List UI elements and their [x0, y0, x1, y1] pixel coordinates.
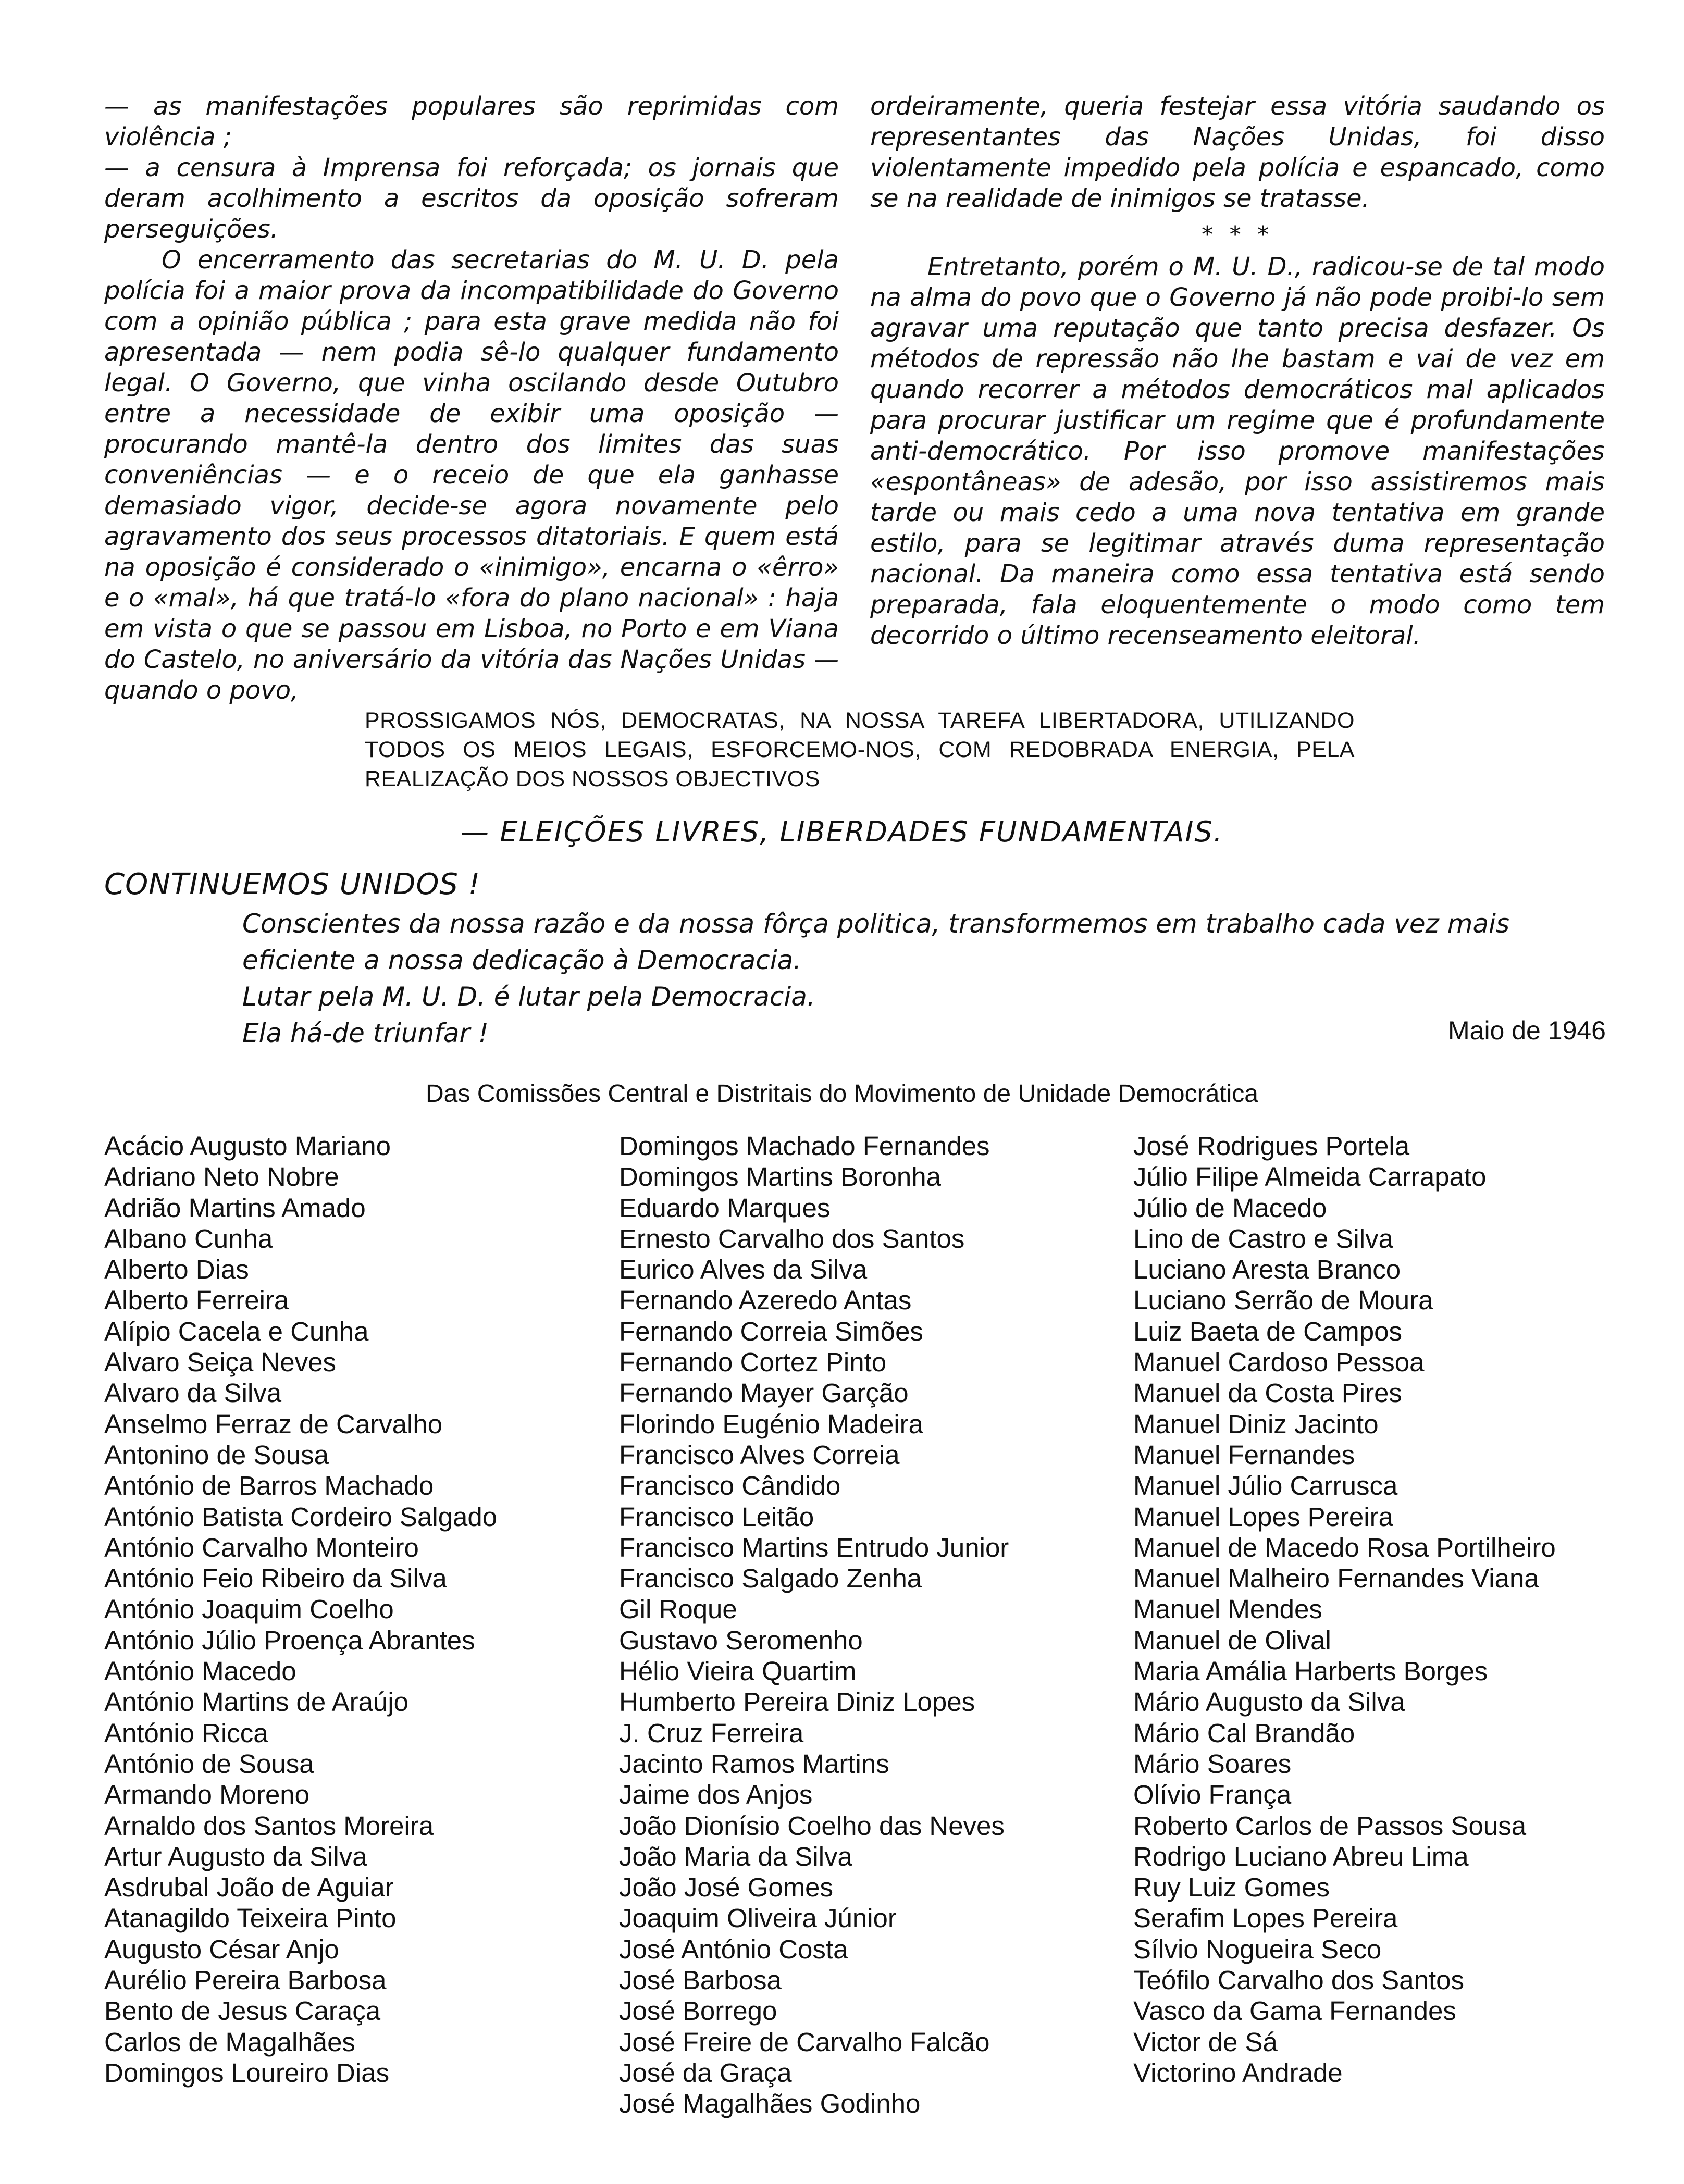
names-column-3 [1133, 1131, 1556, 2088]
signatory-name: Manuel Júlio Carrusca [1133, 1471, 1398, 1501]
signatory-name: Mário Cal Brandão [1133, 1718, 1355, 1748]
left-text-column [104, 91, 839, 706]
signatory-name: João José Gomes [619, 1872, 834, 1903]
signatory-name: Manuel Mendes [1133, 1594, 1322, 1624]
uppercase-appeal: PROSSIGAMOS NÓS, DEMOCRATAS, NA NOSSA TAREFA LIBERTADORA, UTILIZANDO TODOS OS MEIOS LEGAIS, ESFORCEMO-NOS, COM REDOBRADA ENERGIA, PELA REALIZAÇÃO DOS NOSSOS OBJECTIVOS [365, 708, 1355, 791]
signatory-name: Alípio Cacela e Cunha [104, 1316, 369, 1346]
signatory-name: Atanagildo Teixeira Pinto [104, 1903, 397, 1933]
signatory-name: Roberto Carlos de Passos Sousa [1133, 1810, 1527, 1841]
signatory-name: Victorino Andrade [1133, 2057, 1343, 2088]
signatory-name: Manuel da Costa Pires [1133, 1378, 1402, 1408]
paragraph: — as manifestações populares são reprimidas com violência ; [104, 92, 839, 152]
signatory-name: Alvaro da Silva [104, 1378, 282, 1408]
document-date: Maio de 1946 [1447, 1016, 1606, 1045]
signatory-name: Anselmo Ferraz de Carvalho [104, 1409, 443, 1439]
signatory-name: João Dionísio Coelho das Neves [619, 1810, 1005, 1841]
signatory-name: Júlio Filipe Almeida Carrapato [1133, 1162, 1487, 1192]
signatory-name: Teófilo Carvalho dos Santos [1133, 1965, 1465, 1995]
signatory-name: Manuel de Macedo Rosa Portilheiro [1133, 1532, 1556, 1562]
signatory-name: Júlio de Macedo [1133, 1193, 1327, 1223]
signatory-name: Victor de Sá [1133, 2027, 1278, 2057]
signatory-name: Augusto César Anjo [104, 1934, 339, 1964]
signatory-name: Artur Augusto da Silva [104, 1841, 367, 1871]
signatory-name: Domingos Machado Fernandes [619, 1131, 990, 1161]
signatory-name: Francisco Leitão [619, 1501, 814, 1532]
signatory-name: António Carvalho Monteiro [104, 1532, 419, 1562]
signatory-name: Francisco Martins Entrudo Junior [619, 1532, 1009, 1562]
signatory-name: Maria Amália Harberts Borges [1133, 1656, 1488, 1686]
signatory-name: António Batista Cordeiro Salgado [104, 1501, 498, 1532]
signatory-name: Lino de Castro e Silva [1133, 1223, 1393, 1254]
paragraph: ordeiramente, queria festejar essa vitória saudando os representantes das Nações Unidas, foi disso violentamente impedido pela polícia e espancado, como se na realidade de inimigos se tratasse. [870, 92, 1605, 213]
signatory-name: Alvaro Seiça Neves [104, 1347, 337, 1378]
signatory-name: Domingos Martins Boronha [619, 1162, 941, 1192]
signatory-name: José da Graça [619, 2057, 792, 2088]
paragraph: O encerramento das secretarias do M. U. D. pela polícia foi a maior prova da incompatibilidade do Governo com a opinião pública ; para esta grave medida não foi apresentada — nem podia sê-lo qualquer fundamento legal. O Governo, que vinha oscilando desde Outubro entre a necessidade de exibir uma oposição — procurando mantê-la dentro dos limites das suas conveniências — e o receio de que ela ganhasse demasiado vigor, decide-se agora novamente pelo agravamento dos seus processos ditatoriais. E quem está na oposição é considerado o «inimigo», encarna o «êrro» e o «mal», há que tratá-lo «fora do plano nacional» : haja em vista o que se passou em Lisboa, no Porto e em Viana do Castelo, no aniversário da vitória das Nações Unidas — quando o povo, [104, 245, 839, 705]
signatory-name: Adrião Martins Amado [104, 1193, 366, 1223]
signatory-name: Jacinto Ramos Martins [619, 1748, 889, 1779]
paragraph: Entretanto, porém o M. U. D., radicou-se de tal modo na alma do povo que o Governo já não pode proibi-lo sem agravar uma reputação que tanto precisa desfazer. Os métodos de repressão não lhe bastam e vai de vez em quando recorrer a métodos democráticos mal aplicados para procurar justificar um regime que é profundamente anti-democrático. Por isso promove manifestações «espontâneas» de adesão, por isso assistiremos mais tarde ou mais cedo a uma nova tentativa em grande estilo, para se legitimar através duma representação nacional. Da maneira como essa tentativa está sendo preparada, fala eloquentemente o modo como tem decorrido o último recenseamento eleitoral. [870, 252, 1605, 650]
signatory-name: Florindo Eugénio Madeira [619, 1409, 924, 1439]
continuemos-heading: CONTINUEMOS UNIDOS ! [104, 867, 481, 901]
section-separator: * * * [1202, 221, 1273, 248]
signatory-name: António de Barros Machado [104, 1471, 434, 1501]
signatory-name: José Barbosa [619, 1965, 782, 1995]
signatory-name: Manuel Fernandes [1133, 1440, 1355, 1470]
signatory-name: Eduardo Marques [619, 1193, 831, 1223]
signatory-name: Gustavo Seromenho [619, 1625, 863, 1655]
signatory-name: Antonino de Sousa [104, 1440, 329, 1470]
signatory-name: Adriano Neto Nobre [104, 1162, 339, 1192]
signatory-name: Luciano Aresta Branco [1133, 1255, 1401, 1285]
signatory-name: Ernesto Carvalho dos Santos [619, 1223, 965, 1254]
signatory-name: Fernando Mayer Garção [619, 1378, 909, 1408]
signatory-name: António Júlio Proença Abrantes [104, 1625, 475, 1655]
signatory-name: António Ricca [104, 1718, 268, 1748]
signatory-name: Alberto Ferreira [104, 1285, 289, 1316]
signatory-name: Mário Augusto da Silva [1133, 1687, 1405, 1717]
signatory-name: Luciano Serrão de Moura [1133, 1285, 1433, 1316]
closing-text [242, 905, 1607, 1051]
signatory-name: Vasco da Gama Fernandes [1133, 1996, 1456, 2026]
signatory-name: Domingos Loureiro Dias [104, 2057, 390, 2088]
right-text-column [870, 91, 1605, 706]
signatory-name: António de Sousa [104, 1748, 314, 1779]
closing-line: Ela há-de triunfar ! [242, 1018, 489, 1048]
signatory-name: Arnaldo dos Santos Moreira [104, 1810, 434, 1841]
closing-line: eficiente a nossa dedicação à Democracia. [242, 945, 802, 975]
closing-line: Lutar pela M. U. D. é lutar pela Democracia. [242, 982, 815, 1012]
signatory-name: Jaime dos Anjos [619, 1780, 813, 1810]
signatory-name: Francisco Cândido [619, 1471, 841, 1501]
signatory-name: António Macedo [104, 1656, 296, 1686]
signatory-name: Serafim Lopes Pereira [1133, 1903, 1398, 1933]
signatory-name: Manuel de Olival [1133, 1625, 1331, 1655]
signatory-name: Fernando Azeredo Antas [619, 1285, 912, 1316]
signatory-name: Fernando Correia Simões [619, 1316, 923, 1346]
signatory-name: Ruy Luiz Gomes [1133, 1872, 1330, 1903]
elections-slogan: — ELEIÇÕES LIVRES, LIBERDADES FUNDAMENTAIS. [461, 815, 1223, 848]
signatory-name: Bento de Jesus Caraça [104, 1996, 381, 2026]
closing-line: Conscientes da nossa razão e da nossa fôrça politica, transformemos em trabalho cada vez mais [242, 909, 1510, 939]
signatory-name: Fernando Cortez Pinto [619, 1347, 887, 1378]
signatory-name: Gil Roque [619, 1594, 737, 1624]
signatory-name: Acácio Augusto Mariano [104, 1131, 391, 1161]
signatory-name: Luiz Baeta de Campos [1133, 1316, 1402, 1346]
signatory-name: Eurico Alves da Silva [619, 1255, 868, 1285]
signatory-name: António Martins de Araújo [104, 1687, 409, 1717]
signatory-name: Mário Soares [1133, 1748, 1292, 1779]
signatory-name: Hélio Vieira Quartim [619, 1656, 857, 1686]
signatory-name: António Joaquim Coelho [104, 1594, 394, 1624]
names-column-2 [619, 1131, 1009, 2119]
names-column-1 [104, 1131, 497, 2088]
signatory-name: Aurélio Pereira Barbosa [104, 1965, 387, 1995]
signatory-name: Manuel Malheiro Fernandes Viana [1133, 1563, 1539, 1594]
signatory-name: José Magalhães Godinho [619, 2089, 921, 2119]
signatory-name: Olívio França [1133, 1780, 1292, 1810]
signatory-name: Joaquim Oliveira Júnior [619, 1903, 897, 1933]
signatory-name: Asdrubal João de Aguiar [104, 1872, 394, 1903]
paragraph: — a censura à Imprensa foi reforçada; os jornais que deram acolhimento a escritos da oposição sofreram perseguições. [104, 153, 839, 244]
signatory-name: José António Costa [619, 1934, 848, 1964]
signatory-name: José Freire de Carvalho Falcão [619, 2027, 990, 2057]
signatory-name: Manuel Lopes Pereira [1133, 1501, 1393, 1532]
signatory-name: Francisco Alves Correia [619, 1440, 900, 1470]
signatory-name: João Maria da Silva [619, 1841, 852, 1871]
signatory-name: Sílvio Nogueira Seco [1133, 1934, 1382, 1964]
signatory-name: Albano Cunha [104, 1223, 273, 1254]
signatory-name: António Feio Ribeiro da Silva [104, 1563, 447, 1594]
signatory-name: Manuel Diniz Jacinto [1133, 1409, 1379, 1439]
signatory-name: Armando Moreno [104, 1780, 310, 1810]
signatory-name: Rodrigo Luciano Abreu Lima [1133, 1841, 1469, 1871]
signatory-name: J. Cruz Ferreira [619, 1718, 804, 1748]
signatory-name: Humberto Pereira Diniz Lopes [619, 1687, 975, 1717]
signatory-name: Alberto Dias [104, 1255, 249, 1285]
signatory-name: Manuel Cardoso Pessoa [1133, 1347, 1425, 1378]
signatory-name: Carlos de Magalhães [104, 2027, 355, 2057]
signatory-name: José Rodrigues Portela [1133, 1131, 1410, 1161]
signatory-name: Francisco Salgado Zenha [619, 1563, 922, 1594]
signatory-heading: Das Comissões Central e Distritais do Movimento de Unidade Democrática [426, 1080, 1258, 1108]
top-text-columns [104, 91, 1605, 706]
signatory-name: José Borrego [619, 1996, 777, 2026]
